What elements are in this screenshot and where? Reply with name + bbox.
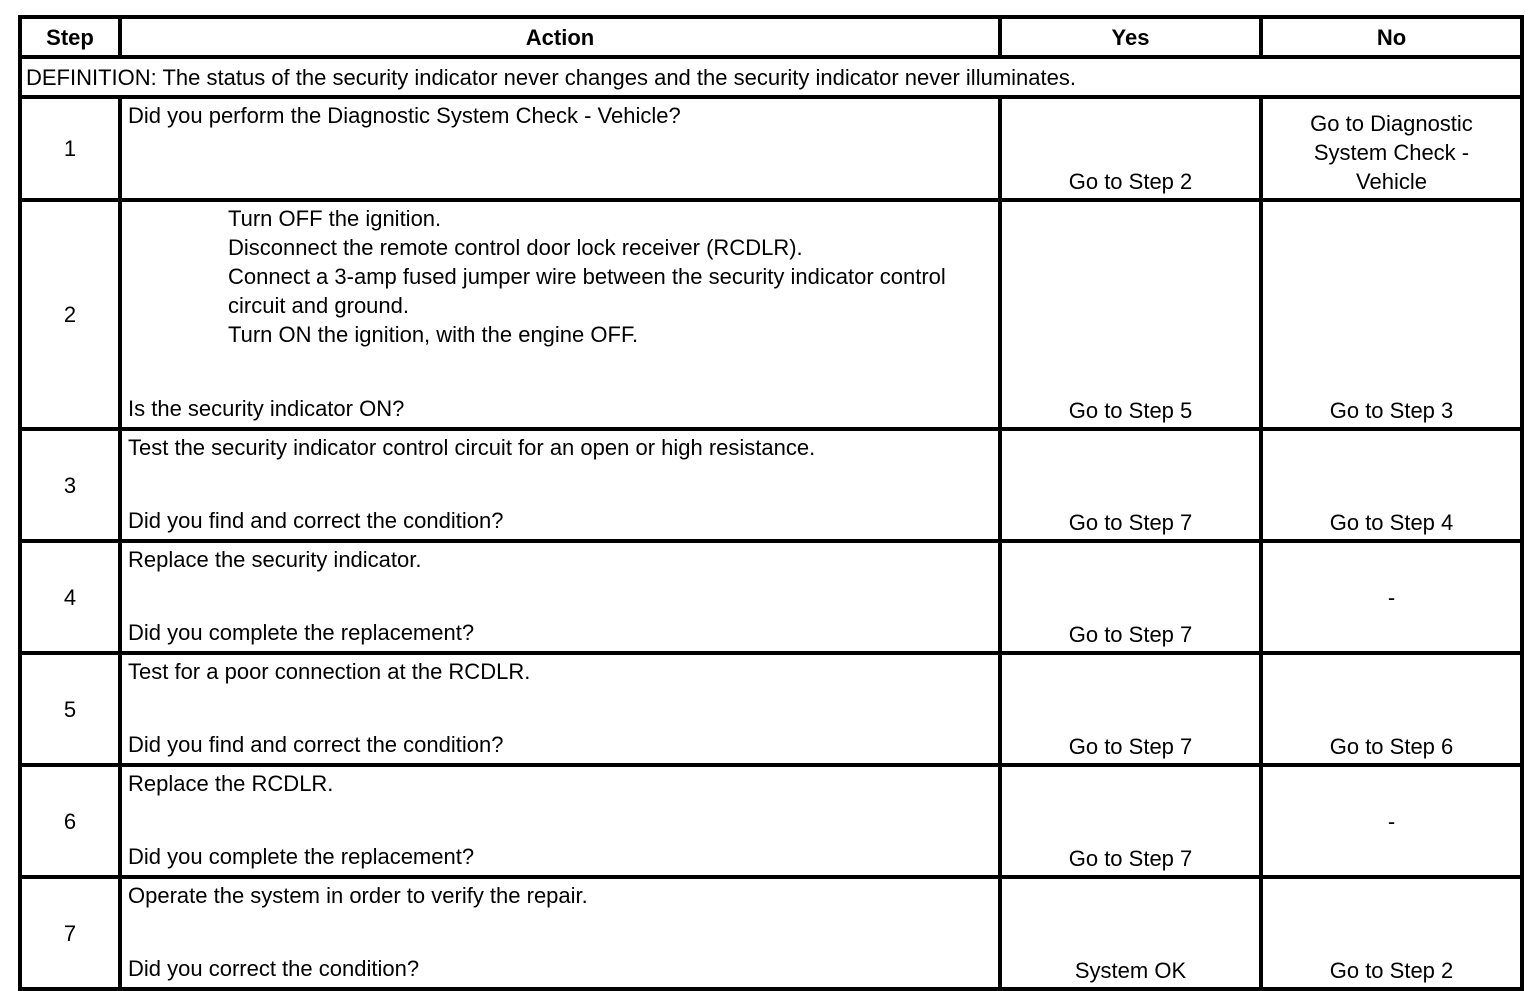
- no-result: Go to Step 3: [1261, 200, 1522, 429]
- table-row: [20, 765, 1522, 877]
- action-cell: [120, 765, 1000, 877]
- header-row: [20, 17, 1522, 57]
- step-number: 1: [20, 97, 120, 200]
- yes-result: Go to Step 7: [1000, 765, 1261, 877]
- definition-row: [20, 57, 1522, 97]
- step-number: 7: [20, 877, 120, 989]
- action-content: [128, 545, 992, 649]
- sub-step: Connect a 3-amp fused jumper wire between the security indicator control circuit and ground.: [228, 264, 946, 318]
- definition-text: DEFINITION: The status of the security indicator never changes and the security indicator never illuminates.: [20, 57, 1522, 97]
- table-row: [20, 541, 1522, 653]
- no-result: Go to Step 2: [1261, 877, 1522, 989]
- sub-step: Turn ON the ignition, with the engine OFF.: [228, 322, 639, 347]
- sub-step: Disconnect the remote control door lock receiver (RCDLR).: [228, 235, 803, 260]
- yes-result: Go to Step 2: [1000, 97, 1261, 200]
- header-action: Action: [120, 17, 1000, 57]
- step-number: 3: [20, 429, 120, 541]
- action-cell: [120, 877, 1000, 989]
- table-row: [20, 97, 1522, 200]
- diagnostic-table: [18, 15, 1524, 991]
- action-question: Did you correct the condition?: [128, 956, 420, 981]
- action-cell: [120, 653, 1000, 765]
- no-result: -: [1261, 541, 1522, 653]
- step-number: 2: [20, 200, 120, 429]
- no-result-text: Go to Diagnostic System Check - Vehicle: [1310, 111, 1473, 194]
- no-result: -: [1261, 765, 1522, 877]
- action-question: Is the security indicator ON?: [128, 396, 405, 421]
- step-number: 6: [20, 765, 120, 877]
- diagnostic-table-sheet: [18, 15, 1520, 991]
- action-content: [128, 433, 992, 537]
- action-content: [128, 769, 992, 873]
- action-cell: [120, 541, 1000, 653]
- sub-step: Turn OFF the ignition.: [228, 206, 442, 231]
- yes-result: Go to Step 7: [1000, 541, 1261, 653]
- step-number: 5: [20, 653, 120, 765]
- action-question: Did you complete the replacement?: [128, 620, 475, 645]
- action-cell: [120, 429, 1000, 541]
- action-sub-steps: [128, 204, 992, 349]
- yes-result: Go to Step 7: [1000, 429, 1261, 541]
- action-question: Did you find and correct the condition?: [128, 508, 504, 533]
- no-result: [1261, 97, 1522, 200]
- action-instruction: Operate the system in order to verify the repair.: [128, 883, 588, 908]
- yes-result: System OK: [1000, 877, 1261, 989]
- yes-result: Go to Step 7: [1000, 653, 1261, 765]
- header-no: No: [1261, 17, 1522, 57]
- action-cell: [120, 200, 1000, 429]
- action-instruction: Replace the RCDLR.: [128, 771, 334, 796]
- action-content: [128, 657, 992, 761]
- action-instruction: Replace the security indicator.: [128, 547, 422, 572]
- action-question: Did you complete the replacement?: [128, 844, 475, 869]
- step-number: 4: [20, 541, 120, 653]
- no-result: Go to Step 6: [1261, 653, 1522, 765]
- yes-result: Go to Step 5: [1000, 200, 1261, 429]
- action-content: [128, 204, 992, 425]
- table-row: [20, 200, 1522, 429]
- action-instruction: Test for a poor connection at the RCDLR.: [128, 659, 531, 684]
- table-row: [20, 653, 1522, 765]
- action-cell: [120, 97, 1000, 200]
- table-row: [20, 429, 1522, 541]
- header-yes: Yes: [1000, 17, 1261, 57]
- table-row: [20, 877, 1522, 989]
- header-step: Step: [20, 17, 120, 57]
- action-instruction: Test the security indicator control circuit for an open or high resistance.: [128, 435, 816, 460]
- action-question: Did you find and correct the condition?: [128, 732, 504, 757]
- no-result: Go to Step 4: [1261, 429, 1522, 541]
- action-question: Did you perform the Diagnostic System Check - Vehicle?: [128, 103, 681, 128]
- action-content: [128, 881, 992, 985]
